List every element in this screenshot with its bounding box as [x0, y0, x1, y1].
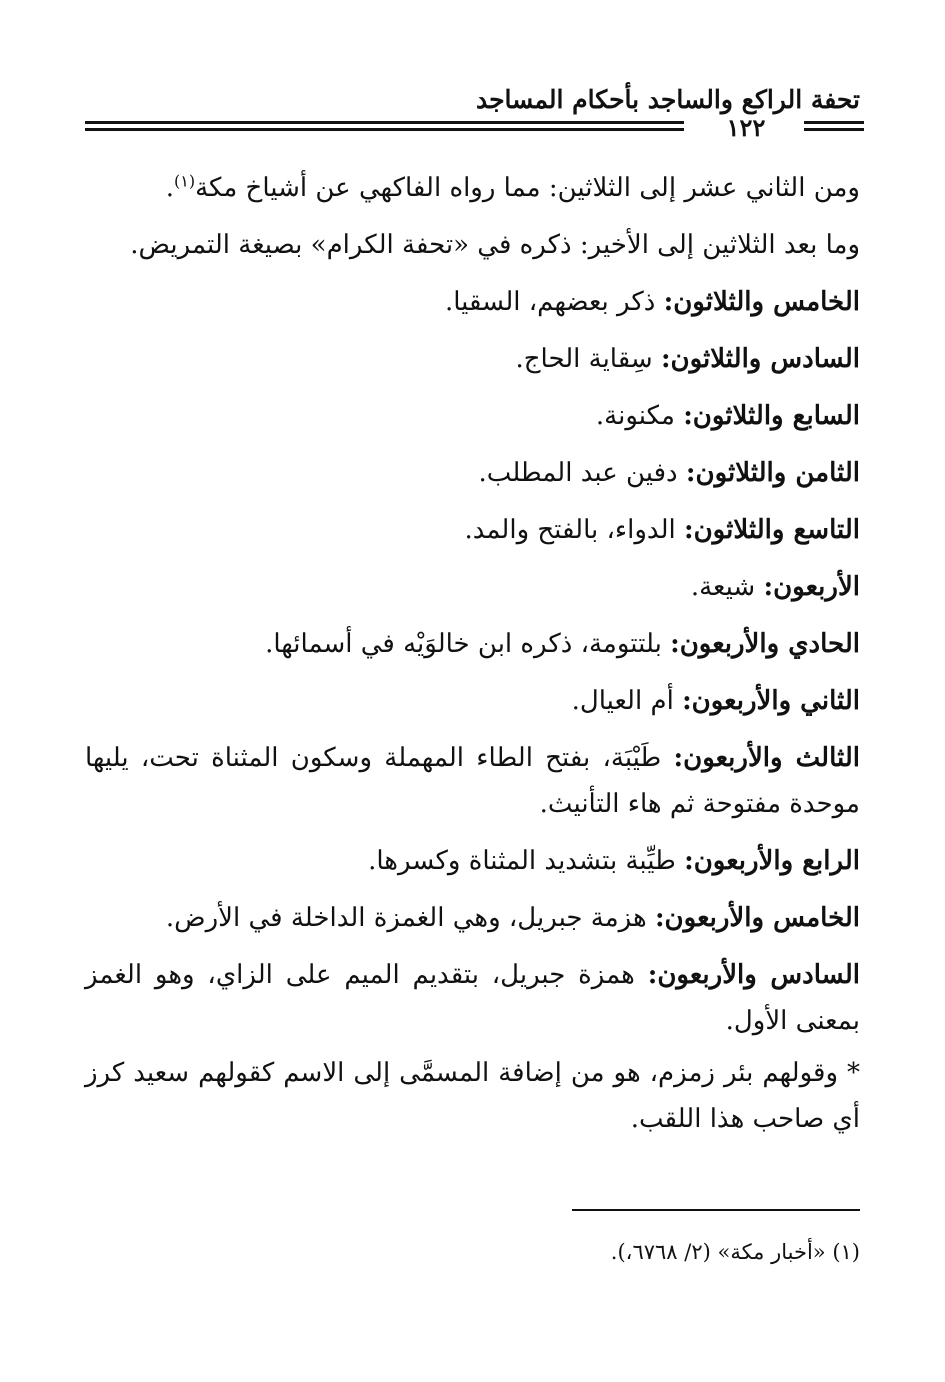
- entry-text: سِقاية الحاج.: [515, 344, 661, 374]
- entry-text: أم العيال.: [571, 686, 683, 716]
- entry-label: الثامن والثلاثون:: [685, 458, 860, 488]
- footnote-separator: [572, 1209, 860, 1211]
- header-rule-short: [804, 121, 864, 135]
- entry-label: الرابع والأربعون:: [684, 846, 860, 876]
- entry-text: همزة جبريل، بتقديم الميم على الزاي، وهو الغمز بمعنى الأول.: [85, 960, 860, 1036]
- name-entry: [85, 274, 860, 331]
- page-number: ١٢٢: [726, 113, 766, 142]
- entry-text: دفين عبد المطلب.: [478, 458, 686, 488]
- name-entry: [85, 559, 860, 616]
- entry-text: ذكر بعضهم، السقيا.: [444, 287, 664, 317]
- entry-text: هزمة جبريل، وهي الغمزة الداخلة في الأرض.: [165, 903, 655, 933]
- running-title: تحفة الراكع والساجد بأحكام المساجد: [475, 85, 860, 114]
- entry-label: الخامس والثلاثون:: [663, 287, 860, 317]
- entry-text: بلتتومة، ذكره ابن خالوَيْه في أسمائها.: [265, 629, 671, 659]
- body-text: [85, 160, 860, 1148]
- entry-text: شيعة.: [690, 572, 764, 602]
- entry-label: الثاني والأربعون:: [682, 686, 860, 716]
- closing-paragraph: * وقولهم بئر زمزم، هو من إضافة المسمَّى إلى الاسم كقولهم سعيد كرز أي صاحب هذا اللقب.: [85, 1058, 860, 1134]
- name-entry: [85, 735, 860, 827]
- entry-label: الحادي والأربعون:: [670, 629, 860, 659]
- entry-label: الخامس والأربعون:: [654, 903, 860, 933]
- name-entry: [85, 445, 860, 502]
- name-entry: [85, 890, 860, 947]
- name-entry: [85, 673, 860, 730]
- name-entry: [85, 833, 860, 890]
- footnote-reference: (١): [173, 171, 196, 191]
- name-entry: [85, 952, 860, 1044]
- entry-text: طَيْبَة، بفتح الطاء المهملة وسكون المثناة تحت، يليها موحدة مفتوحة ثم هاء التأنيث.: [85, 743, 860, 819]
- name-entry: [85, 502, 860, 559]
- footnote: (١) «أخبار مكة» (٢/ ٦٧٦٨،).: [610, 1240, 860, 1264]
- body-line: ومن الثاني عشر إلى الثلاثين: مما رواه الفاكهي عن أشياخ مكة$^{(١)}$.: [165, 171, 860, 203]
- entry-label: التاسع والثلاثون:: [683, 515, 860, 545]
- entry-label: السادس والأربعون:: [647, 960, 860, 990]
- header-rule-long: [85, 121, 684, 135]
- name-entry: [85, 388, 860, 445]
- entry-text: الدواء، بالفتح والمد.: [464, 515, 684, 545]
- entry-label: الأربعون:: [763, 572, 860, 602]
- entry-label: السابع والثلاثون:: [683, 401, 860, 431]
- entry-label: الثالث والأربعون:: [673, 743, 860, 773]
- header-rule: [85, 113, 864, 142]
- entry-text: طيِّبة بتشديد المثناة وكسرها.: [368, 846, 685, 876]
- name-entry: [85, 331, 860, 388]
- body-line: وما بعد الثلاثين إلى الأخير: ذكره في «تحفة الكرام» بصيغة التمريض.: [130, 230, 860, 260]
- entry-text: مكنونة.: [595, 401, 684, 431]
- entry-label: السادس والثلاثون:: [660, 344, 860, 374]
- name-entry: [85, 616, 860, 673]
